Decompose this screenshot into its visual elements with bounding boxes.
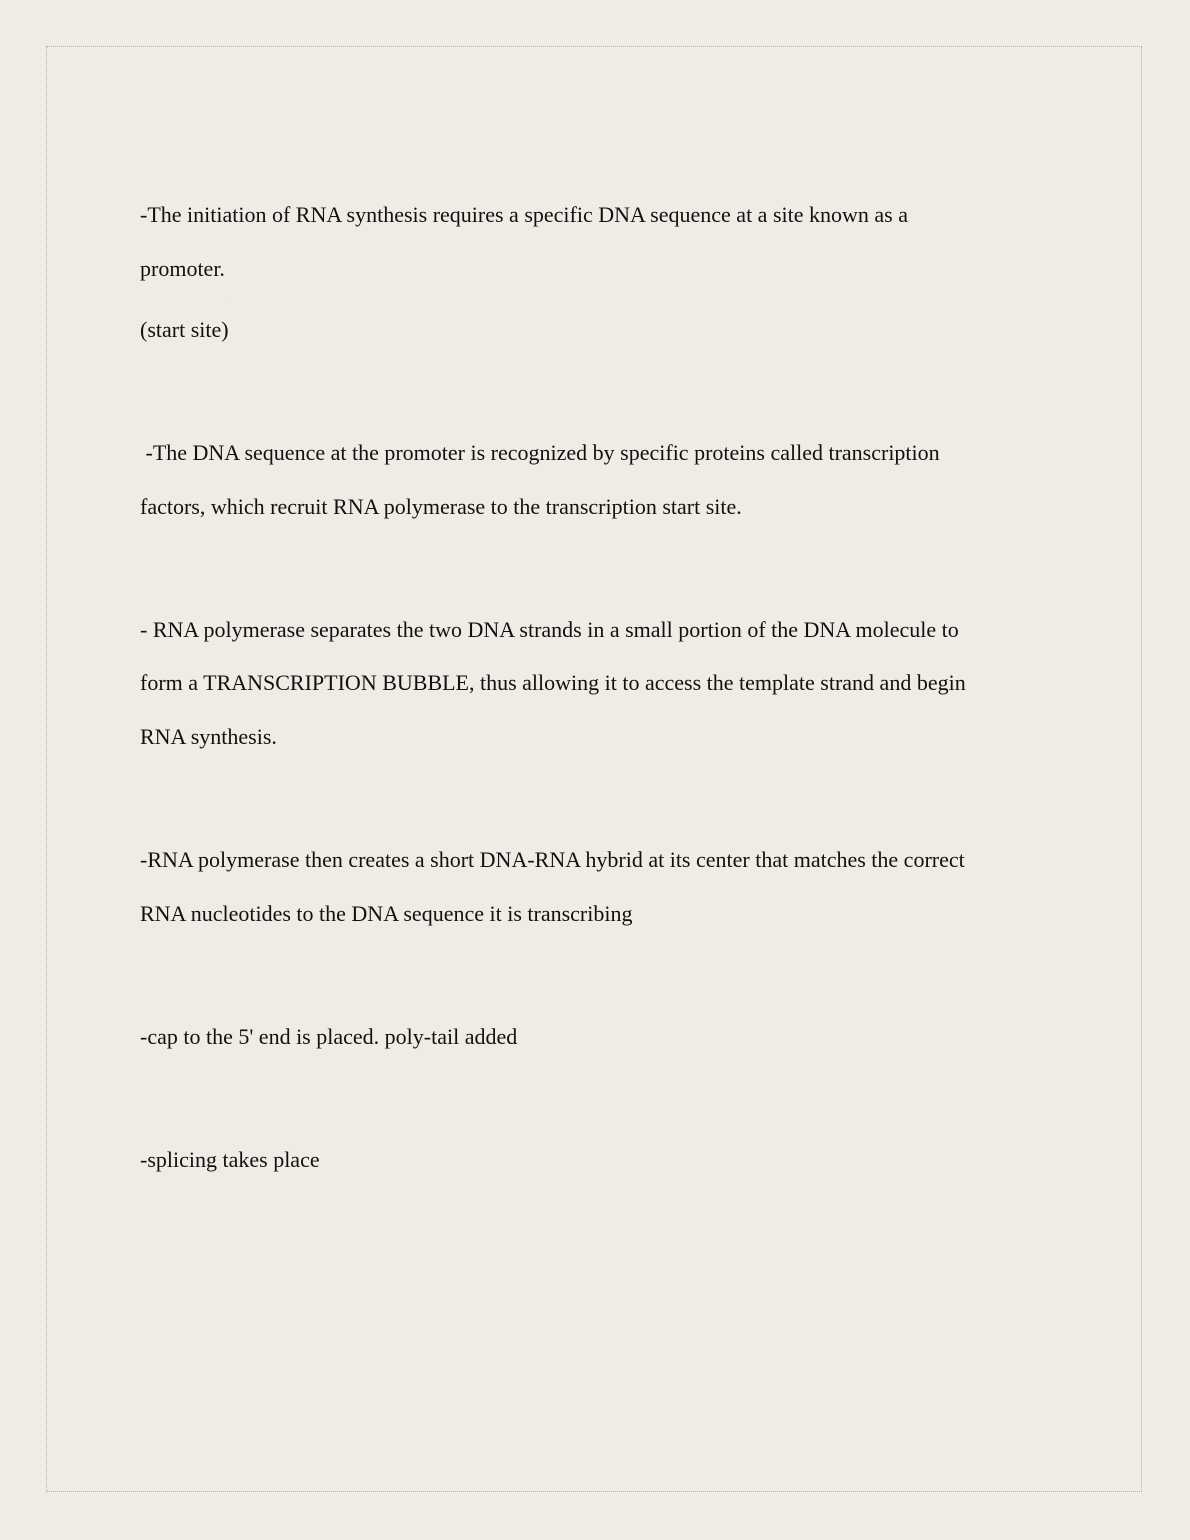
text-line: -The DNA sequence at the promoter is recognized by specific proteins called transcription (140, 440, 940, 465)
decorative-dot (228, 298, 229, 299)
text-line: RNA nucleotides to the DNA sequence it is transcribing (140, 901, 633, 926)
text-line: -cap to the 5' end is placed. poly-tail added (140, 1024, 518, 1049)
text-line: RNA synthesis. (140, 724, 277, 749)
text-line: promoter. (140, 256, 225, 281)
text-line: -splicing takes place (140, 1147, 320, 1172)
text-line: -The initiation of RNA synthesis requires a specific DNA sequence at a site known as a (140, 202, 908, 227)
text-line: (start site) (140, 317, 229, 342)
text-line: -RNA polymerase then creates a short DNA-RNA hybrid at its center that matches the correct (140, 847, 965, 872)
text-line: form a TRANSCRIPTION BUBBLE, thus allowing it to access the template strand and begin (140, 670, 966, 695)
text-line: factors, which recruit RNA polymerase to the transcription start site. (140, 494, 742, 519)
text-line: - RNA polymerase separates the two DNA strands in a small portion of the DNA molecule to (140, 617, 959, 642)
